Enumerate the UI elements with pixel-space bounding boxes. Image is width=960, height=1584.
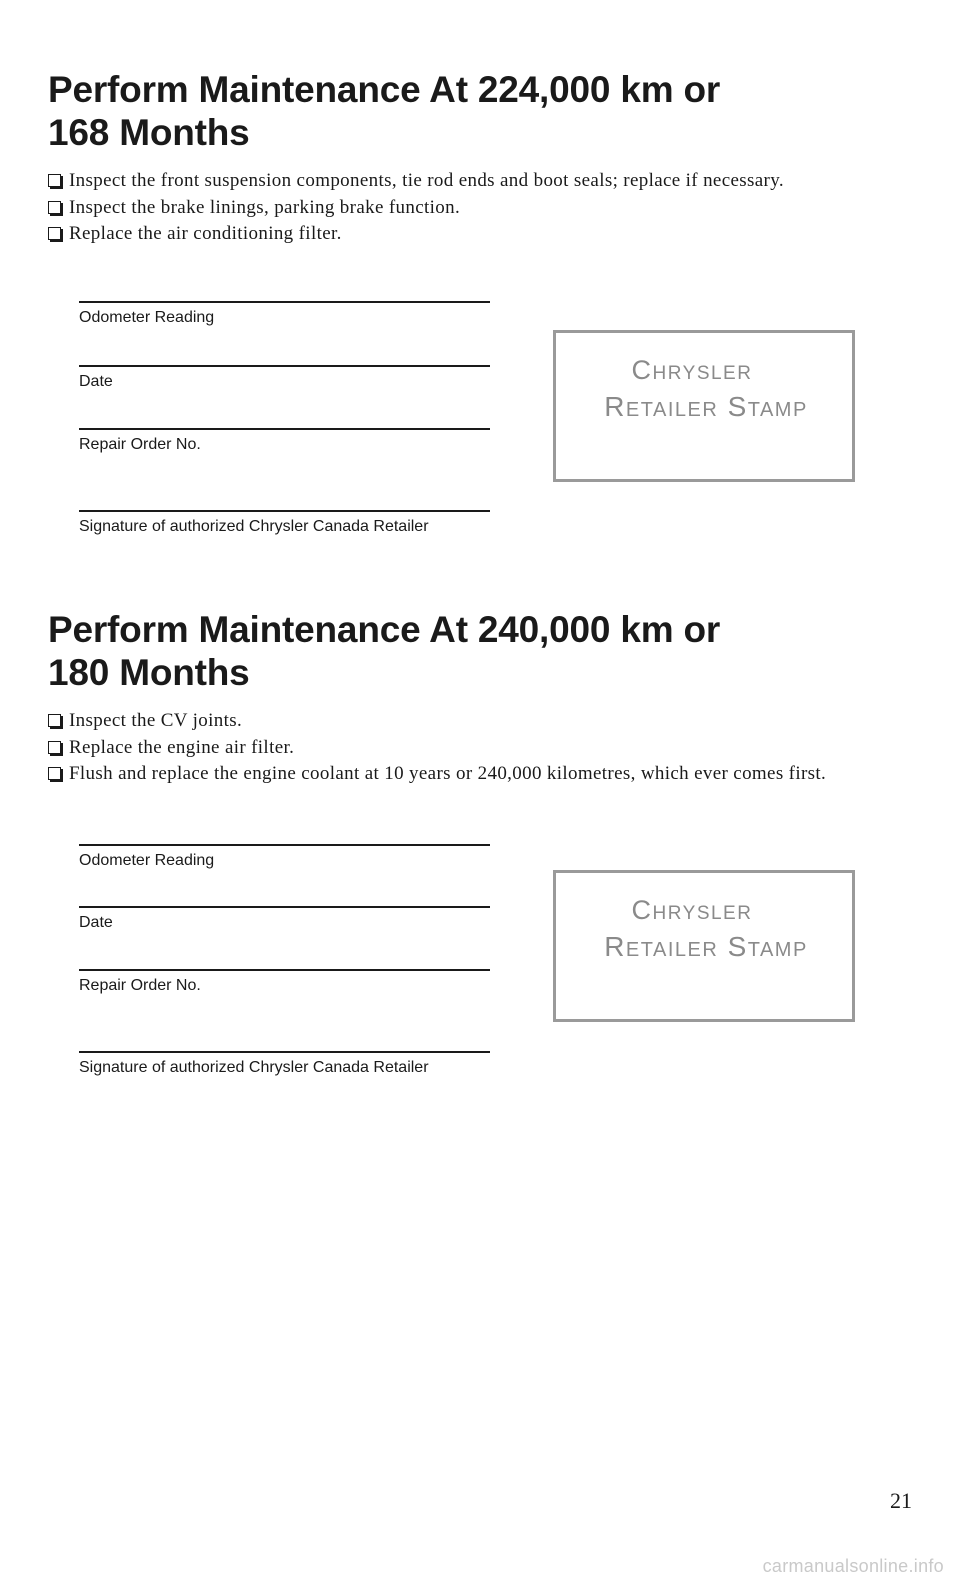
stamp-line2: Retailer Stamp	[604, 931, 808, 962]
page-number: 21	[890, 1488, 912, 1513]
odometer-reading-field[interactable]	[79, 301, 490, 328]
stamp-line1: Chrysler	[631, 895, 753, 925]
task-text: Replace the air conditioning filter.	[69, 223, 342, 244]
field-label: Signature of authorized Chrysler Canada Retailer	[79, 518, 429, 535]
checkbox-icon[interactable]	[48, 767, 61, 780]
task-text: Inspect the brake linings, parking brake function.	[69, 196, 461, 218]
checkbox-icon[interactable]	[48, 227, 61, 240]
task-item	[48, 221, 928, 248]
task-item	[48, 708, 928, 735]
task-text: Inspect the front suspension components, tie rod ends and boot seals; replace if necessary.	[69, 170, 784, 191]
field-label: Signature of authorized Chrysler Canada Retailer	[79, 1059, 429, 1076]
task-list	[48, 708, 928, 788]
field-label: Odometer Reading	[79, 852, 215, 869]
task-text: Replace the engine air filter.	[69, 736, 295, 758]
stamp-line1: Chrysler	[631, 355, 753, 385]
watermark: carmanualsonline.info	[762, 1556, 944, 1576]
field-label: Repair Order No.	[79, 977, 201, 994]
section-title	[48, 608, 720, 694]
task-item	[48, 761, 928, 788]
checkbox-icon[interactable]	[48, 201, 61, 214]
signature-field[interactable]	[79, 510, 490, 537]
field-label: Repair Order No.	[79, 436, 201, 453]
task-item	[48, 195, 928, 222]
retailer-stamp-box	[553, 330, 855, 482]
date-field[interactable]	[79, 906, 490, 933]
retailer-stamp-box	[553, 870, 855, 1022]
section-title-line2: 180 Months	[48, 652, 250, 693]
section-title	[48, 68, 720, 154]
odometer-reading-field[interactable]	[79, 844, 490, 871]
task-list	[48, 168, 928, 248]
checkbox-icon[interactable]	[48, 714, 61, 727]
task-item	[48, 168, 928, 195]
section-title-line1: Perform Maintenance At 224,000 km or	[48, 69, 721, 110]
field-label: Date	[79, 373, 113, 390]
signature-field[interactable]	[79, 1051, 490, 1078]
date-field[interactable]	[79, 365, 490, 392]
task-text: Inspect the CV joints.	[69, 710, 243, 731]
repair-order-field[interactable]	[79, 969, 490, 996]
task-item	[48, 735, 928, 762]
checkbox-icon[interactable]	[48, 741, 61, 754]
section-title-line1: Perform Maintenance At 240,000 km or	[48, 609, 721, 650]
field-label: Date	[79, 914, 113, 931]
task-text: Flush and replace the engine coolant at 10 years or 240,000 kilometres, which ever comes first.	[69, 763, 827, 784]
section-title-line2: 168 Months	[48, 112, 250, 153]
repair-order-field[interactable]	[79, 428, 490, 455]
stamp-line2: Retailer Stamp	[604, 391, 808, 422]
checkbox-icon[interactable]	[48, 174, 61, 187]
field-label: Odometer Reading	[79, 309, 215, 326]
